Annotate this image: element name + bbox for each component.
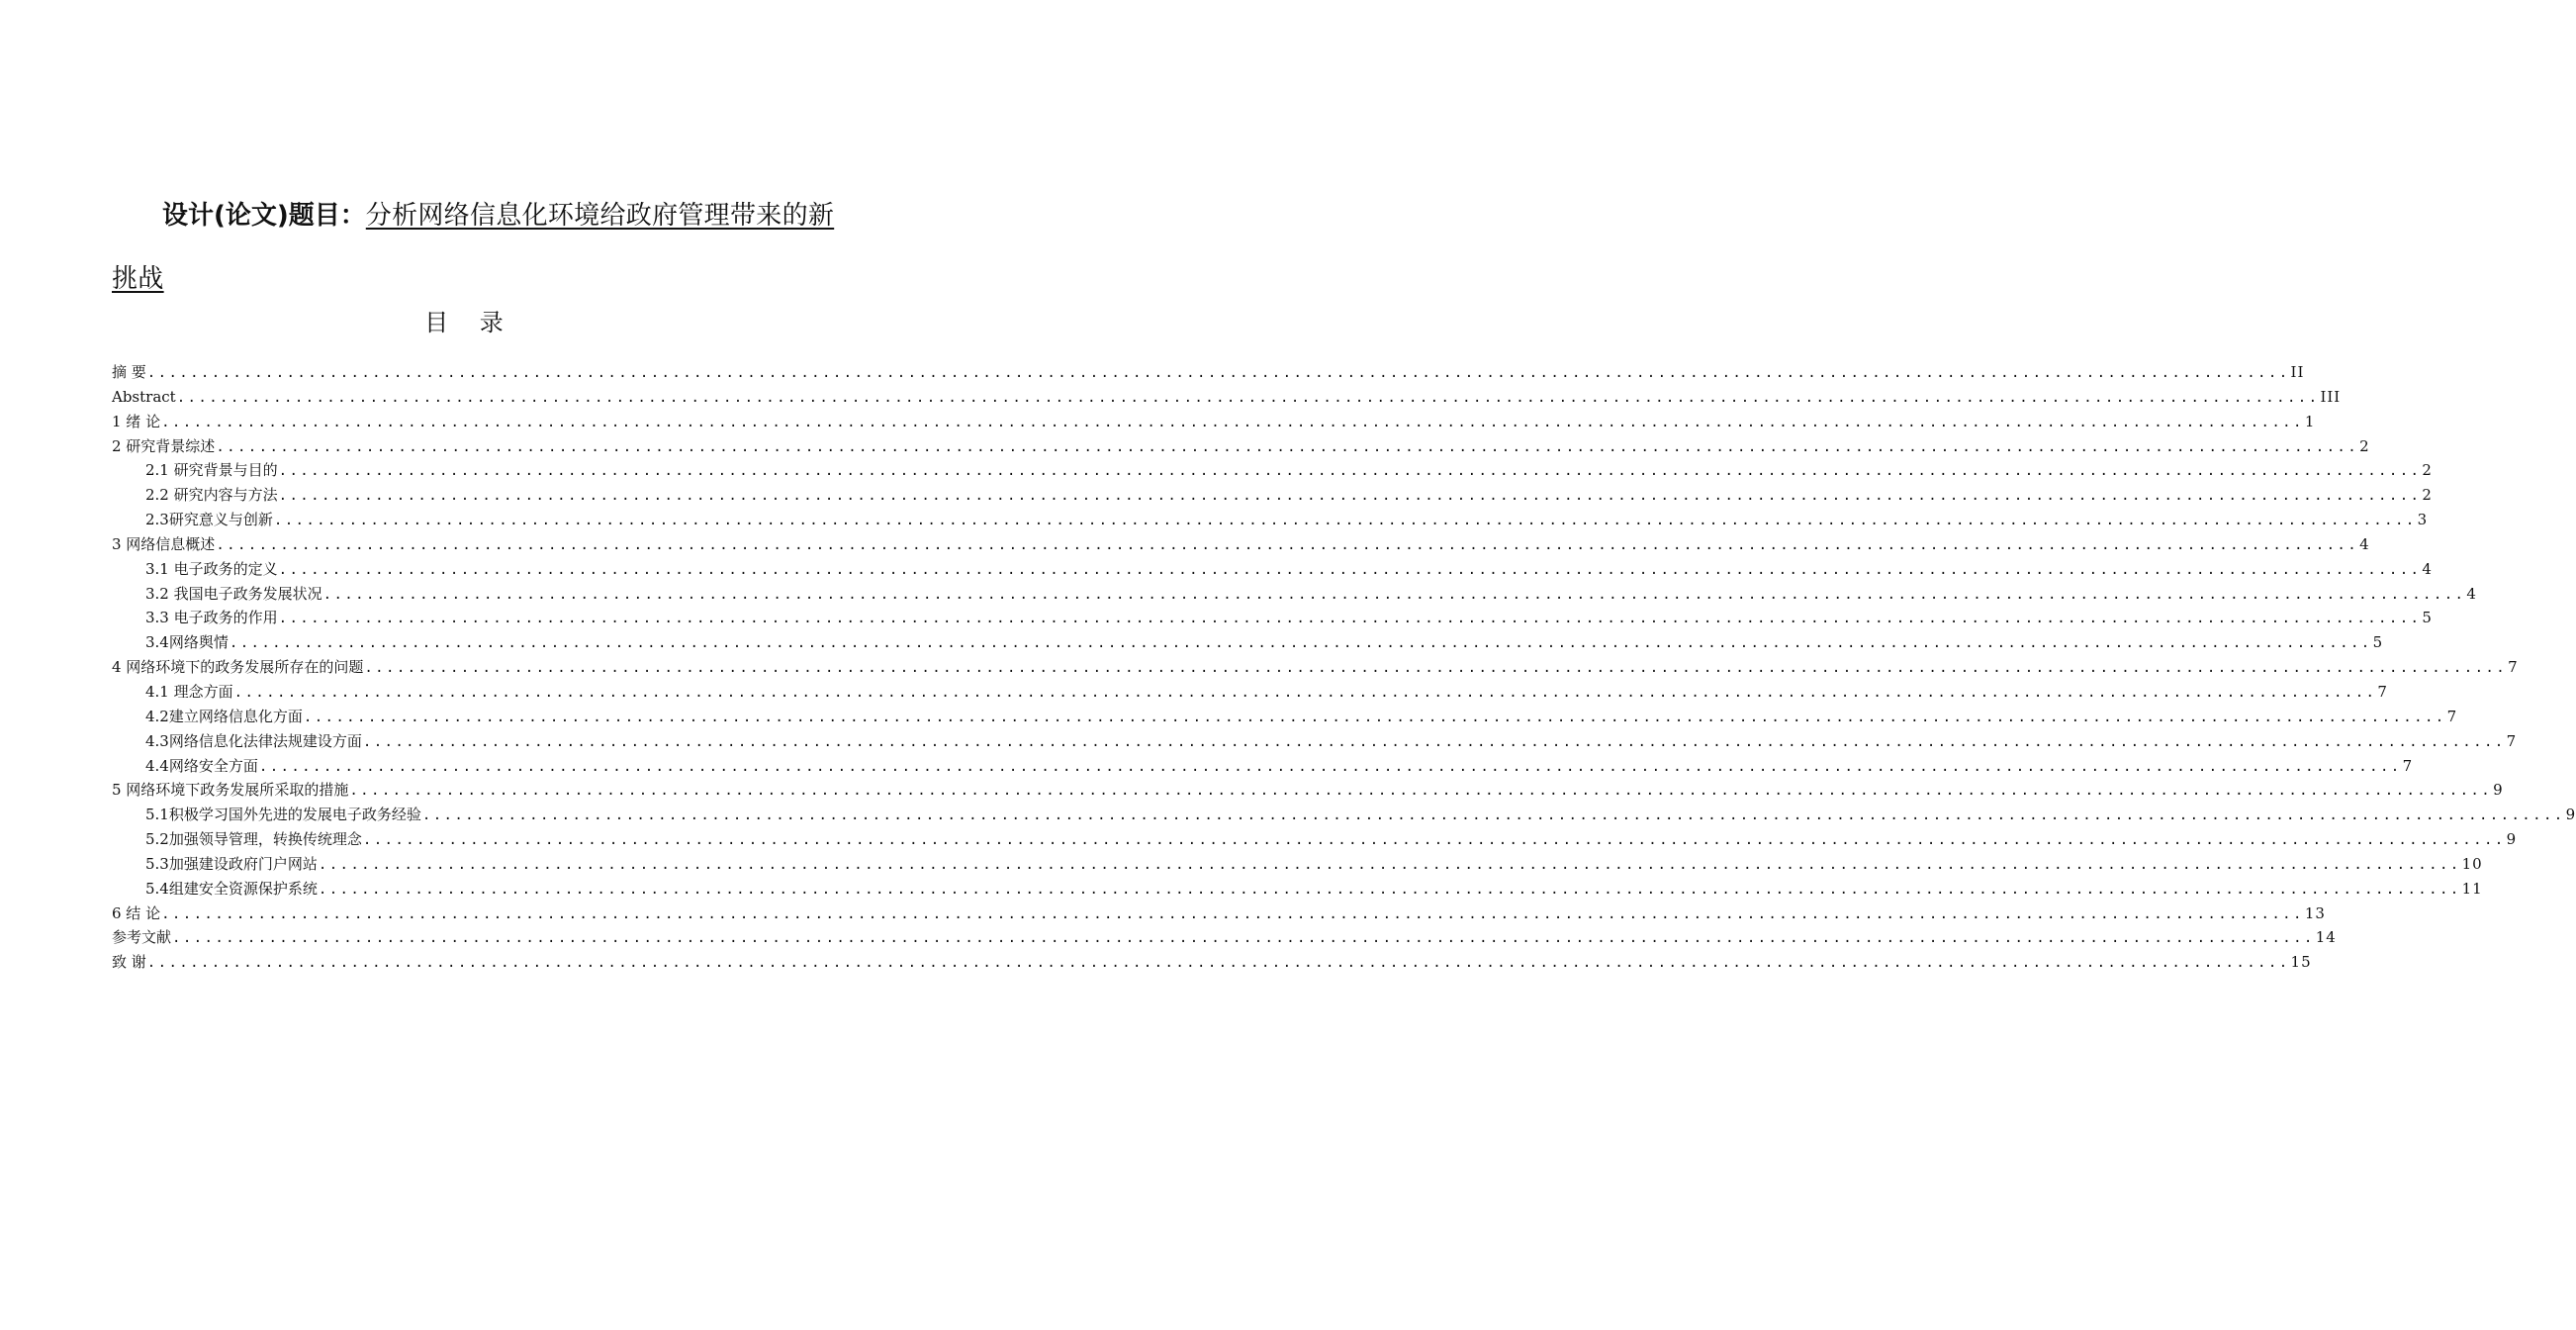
thesis-title-prefix: 设计(论文)题目： bbox=[162, 201, 366, 231]
toc-dot-leader: ........................................................................................................................................................................................................ bbox=[322, 586, 2466, 603]
toc-entry[interactable] bbox=[112, 877, 2483, 902]
toc-entry-label: 4 网络环境下的政务发展所存在的问题 bbox=[112, 658, 364, 677]
toc-dot-leader: ........................................................................................................................................................................................................ bbox=[349, 783, 2493, 800]
toc-entry-page-number: 14 bbox=[2315, 928, 2337, 947]
toc-entry[interactable] bbox=[112, 582, 2477, 607]
table-of-contents bbox=[112, 360, 2576, 975]
toc-entry[interactable] bbox=[112, 925, 2337, 950]
toc-entry-label: 4.1 理念方面 bbox=[145, 682, 233, 701]
toc-entry[interactable] bbox=[112, 557, 2433, 582]
toc-entry-label: 4.4网络安全方面 bbox=[145, 756, 258, 775]
toc-dot-leader: ........................................................................................................................................................................................................ bbox=[161, 905, 2304, 922]
toc-entry-page-number: 4 bbox=[2466, 584, 2477, 603]
toc-dot-leader: ........................................................................................................................................................................................................ bbox=[318, 856, 2461, 873]
toc-dot-leader: ........................................................................................................................................................................................................ bbox=[278, 611, 2422, 627]
toc-dot-leader: ........................................................................................................................................................................................................ bbox=[146, 365, 2290, 381]
toc-entry-label: 1 绪 论 bbox=[112, 412, 161, 430]
toc-dot-leader: ........................................................................................................................................................................................................ bbox=[278, 488, 2422, 505]
toc-entry-label: 摘 要 bbox=[112, 363, 146, 381]
toc-entry-label: 2.1 研究背景与目的 bbox=[145, 461, 278, 480]
toc-entry-page-number: 4 bbox=[2359, 534, 2370, 553]
toc-entry[interactable] bbox=[112, 827, 2518, 852]
toc-dot-leader: ........................................................................................................................................................................................................ bbox=[273, 513, 2417, 529]
toc-entry-page-number: 9 bbox=[2565, 806, 2576, 824]
toc-entry[interactable] bbox=[112, 655, 2519, 680]
thesis-title-block bbox=[112, 184, 849, 311]
toc-dot-leader: ........................................................................................................................................................................................................ bbox=[146, 955, 2290, 972]
toc-entry[interactable] bbox=[112, 385, 2342, 410]
toc-dot-leader: ........................................................................................................................................................................................................ bbox=[362, 733, 2506, 750]
toc-dot-leader: ........................................................................................................................................................................................................ bbox=[229, 635, 2372, 652]
toc-entry-label: 4.2建立网络信息化方面 bbox=[145, 707, 303, 725]
toc-dot-leader: ........................................................................................................................................................................................................ bbox=[421, 808, 2565, 824]
toc-entry-label: 5.3加强建设政府门户网站 bbox=[145, 854, 318, 873]
toc-entry-label: 5.1积极学习国外先进的发展电子政务经验 bbox=[145, 806, 421, 824]
toc-entry-page-number: 2 bbox=[2422, 461, 2433, 480]
toc-entry-label: 5.4组建安全资源保护系统 bbox=[145, 879, 318, 898]
toc-entry[interactable] bbox=[112, 434, 2370, 459]
toc-entry[interactable] bbox=[112, 458, 2433, 483]
toc-entry-label: 3.2 我国电子政务发展状况 bbox=[145, 584, 322, 603]
toc-entry-page-number: 5 bbox=[2372, 633, 2384, 652]
toc-entry-page-number: 9 bbox=[2506, 830, 2518, 849]
toc-entry[interactable] bbox=[112, 778, 2504, 803]
toc-entry-label: 3.4网络舆情 bbox=[145, 633, 229, 652]
toc-entry-page-number: 7 bbox=[2508, 658, 2519, 677]
toc-dot-leader: ........................................................................................................................................................................................................ bbox=[233, 684, 2377, 701]
toc-entry[interactable] bbox=[112, 705, 2458, 729]
toc-entry-page-number: 7 bbox=[2402, 756, 2414, 775]
toc-entry-page-number: 2 bbox=[2422, 486, 2433, 505]
toc-entry-page-number: 10 bbox=[2461, 854, 2483, 873]
toc-dot-leader: ........................................................................................................................................................................................................ bbox=[258, 758, 2402, 775]
toc-entry-page-number: 2 bbox=[2359, 436, 2370, 455]
toc-dot-leader: ........................................................................................................................................................................................................ bbox=[161, 414, 2304, 430]
toc-entry-label: 2.2 研究内容与方法 bbox=[145, 486, 278, 505]
toc-entry[interactable] bbox=[112, 680, 2388, 705]
toc-entry-page-number: II bbox=[2290, 363, 2305, 381]
toc-entry-page-number: III bbox=[2320, 387, 2342, 406]
toc-entry-page-number: 4 bbox=[2422, 559, 2433, 578]
toc-entry[interactable] bbox=[112, 754, 2414, 779]
toc-entry[interactable] bbox=[112, 483, 2433, 508]
toc-entry-label: 3 网络信息概述 bbox=[112, 534, 216, 553]
toc-entry-label: 5 网络环境下政务发展所采取的措施 bbox=[112, 781, 349, 800]
toc-entry-label: 2 研究背景综述 bbox=[112, 436, 216, 455]
toc-entry[interactable] bbox=[112, 803, 2576, 827]
toc-entry-page-number: 11 bbox=[2461, 879, 2483, 898]
toc-entry-page-number: 9 bbox=[2493, 781, 2504, 800]
toc-entry-page-number: 3 bbox=[2417, 511, 2429, 529]
toc-entry-page-number: 7 bbox=[2446, 707, 2458, 725]
toc-entry[interactable] bbox=[112, 410, 2316, 434]
toc-dot-leader: ........................................................................................................................................................................................................ bbox=[303, 709, 2446, 725]
toc-entry-label: 2.3研究意义与创新 bbox=[145, 511, 273, 529]
toc-entry-label: 参考文献 bbox=[112, 928, 172, 947]
toc-entry-label: 4.3网络信息化法律法规建设方面 bbox=[145, 731, 362, 750]
toc-dot-leader: ........................................................................................................................................................................................................ bbox=[362, 832, 2506, 849]
toc-entry[interactable] bbox=[112, 606, 2433, 630]
toc-entry[interactable] bbox=[112, 630, 2384, 655]
toc-dot-leader: ........................................................................................................................................................................................................ bbox=[176, 389, 2320, 406]
toc-entry-page-number: 7 bbox=[2506, 731, 2518, 750]
toc-entry[interactable] bbox=[112, 902, 2326, 926]
toc-entry[interactable] bbox=[112, 508, 2429, 532]
toc-entry[interactable] bbox=[112, 729, 2518, 754]
toc-dot-leader: ........................................................................................................................................................................................................ bbox=[278, 561, 2422, 578]
toc-dot-leader: ........................................................................................................................................................................................................ bbox=[364, 660, 2508, 677]
toc-entry-label: 3.1 电子政务的定义 bbox=[145, 559, 278, 578]
toc-entry-label: Abstract bbox=[112, 387, 176, 406]
toc-entry[interactable] bbox=[112, 360, 2305, 385]
toc-entry-page-number: 15 bbox=[2290, 953, 2312, 972]
toc-entry-page-number: 13 bbox=[2304, 903, 2326, 922]
toc-entry-label: 3.3 电子政务的作用 bbox=[145, 609, 278, 627]
toc-dot-leader: ........................................................................................................................................................................................................ bbox=[216, 536, 2359, 553]
toc-entry[interactable] bbox=[112, 532, 2370, 557]
toc-entry-label: 致 谢 bbox=[112, 953, 146, 972]
toc-dot-leader: ........................................................................................................................................................................................................ bbox=[278, 463, 2422, 480]
toc-entry-page-number: 5 bbox=[2422, 609, 2433, 627]
toc-entry[interactable] bbox=[112, 852, 2483, 877]
toc-entry-label: 6 结 论 bbox=[112, 903, 161, 922]
toc-dot-leader: ........................................................................................................................................................................................................ bbox=[216, 438, 2359, 455]
toc-entry-page-number: 7 bbox=[2377, 682, 2388, 701]
toc-entry[interactable] bbox=[112, 950, 2312, 975]
toc-heading: 目 录 bbox=[424, 309, 515, 336]
toc-entry-label: 5.2加强领导管理，转换传统理念 bbox=[145, 830, 362, 849]
toc-dot-leader: ........................................................................................................................................................................................................ bbox=[172, 930, 2315, 947]
toc-dot-leader: ........................................................................................................................................................................................................ bbox=[318, 881, 2461, 898]
toc-entry-page-number: 1 bbox=[2304, 412, 2316, 430]
thesis-title: 分析网络信息化环境给政府管理带来的新挑战 bbox=[112, 201, 835, 294]
